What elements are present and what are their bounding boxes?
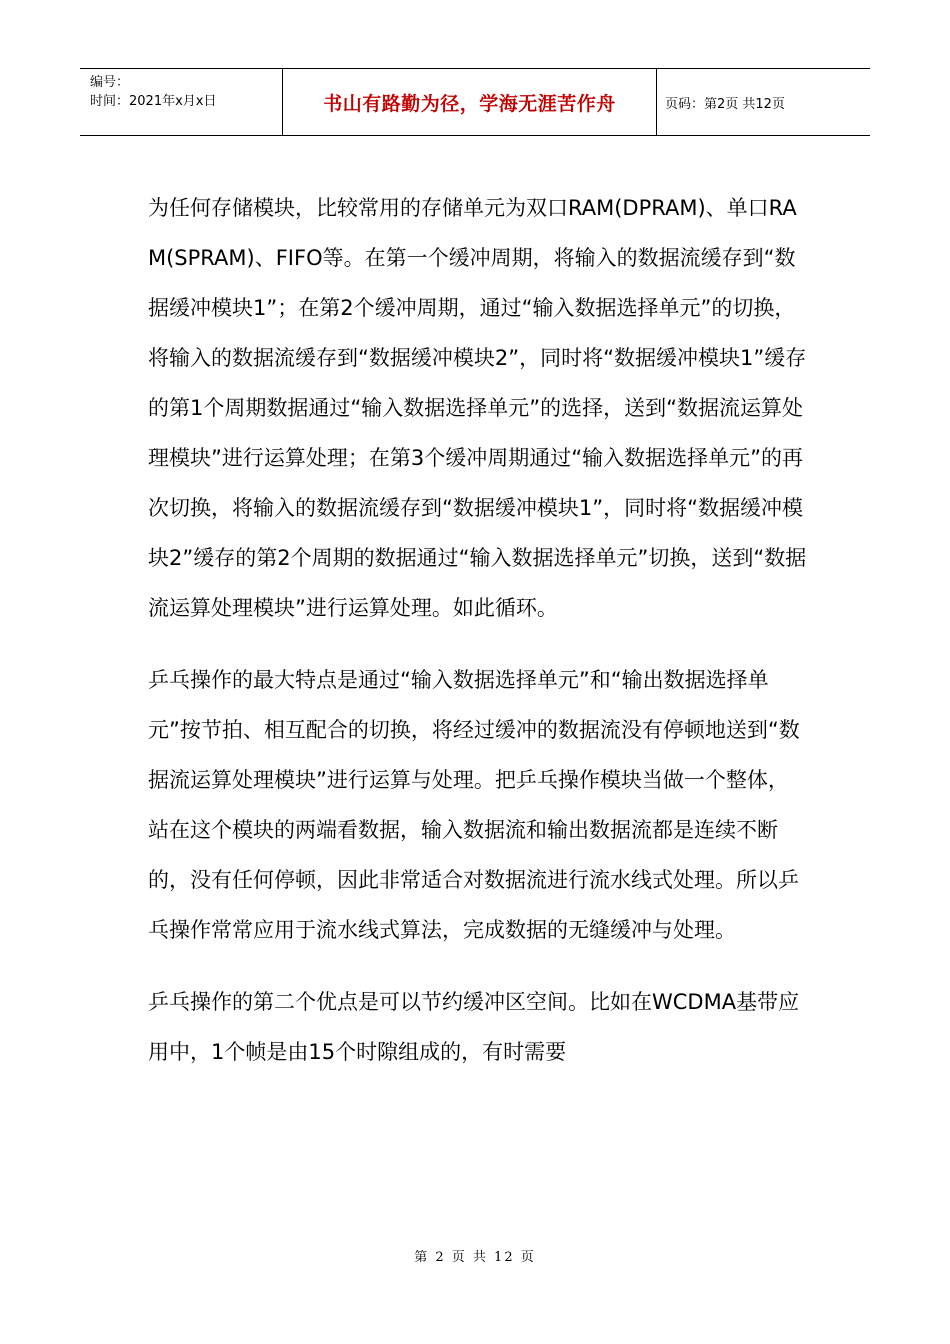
document-body [148, 183, 808, 1077]
document-time-label: 时间：2021年x月x日 [90, 94, 217, 109]
page-footer: 第 2 页 共 12 页 [414, 1250, 536, 1265]
document-number-label: 编号： [90, 75, 130, 90]
header-meta [80, 69, 283, 135]
header-motto: 书山有路勤为径，学海无涯苦作舟 [283, 69, 657, 135]
page-header [80, 68, 870, 136]
paragraph-2: 乒乓操作的最大特点是通过“输入数据选择单元”和“输出数据选择单元”按节拍、相互配合的切换，将经过缓冲的数据流没有停顿地送到“数据流运算处理模块”进行运算与处理。把乒乓操作模块当做一个整体，站在这个模块的两端看数据，输入数据流和输出数据流都是连续不断的，没有任何停顿，因此非常适合对数据流进行流水线式处理。所以乒乓操作常常应用于流水线式算法，完成数据的无缝缓冲与处理。 [148, 668, 800, 942]
paragraph-3: 乒乓操作的第二个优点是可以节约缓冲区空间。比如在WCDMA基带应用中，1个帧是由15个时隙组成的，有时需要 [148, 990, 800, 1064]
paragraph-1: 为任何存储模块，比较常用的存储单元为双口RAM(DPRAM)、单口RAM(SPRAM)、FIFO等。在第一个缓冲周期，将输入的数据流缓存到“数据缓冲模块1”；在第2个缓冲周期，通过“输入数据选择单元”的切换，将输入的数据流缓存到“数据缓冲模块2”，同时将“数据缓冲模块1”缓存的第1个周期数据通过“输入数据选择单元”的选择，送到“数据流运算处理模块”进行运算处理；在第3个缓冲周期通过“输入数据选择单元”的再次切换，将输入的数据流缓存到“数据缓冲模块1”，同时将“数据缓冲模块2”缓存的第2个周期的数据通过“输入数据选择单元”切换，送到“数据流运算处理模块”进行运算处理。如此循环。 [148, 196, 807, 620]
header-page-info: 页码：第2页 共12页 [665, 96, 785, 112]
